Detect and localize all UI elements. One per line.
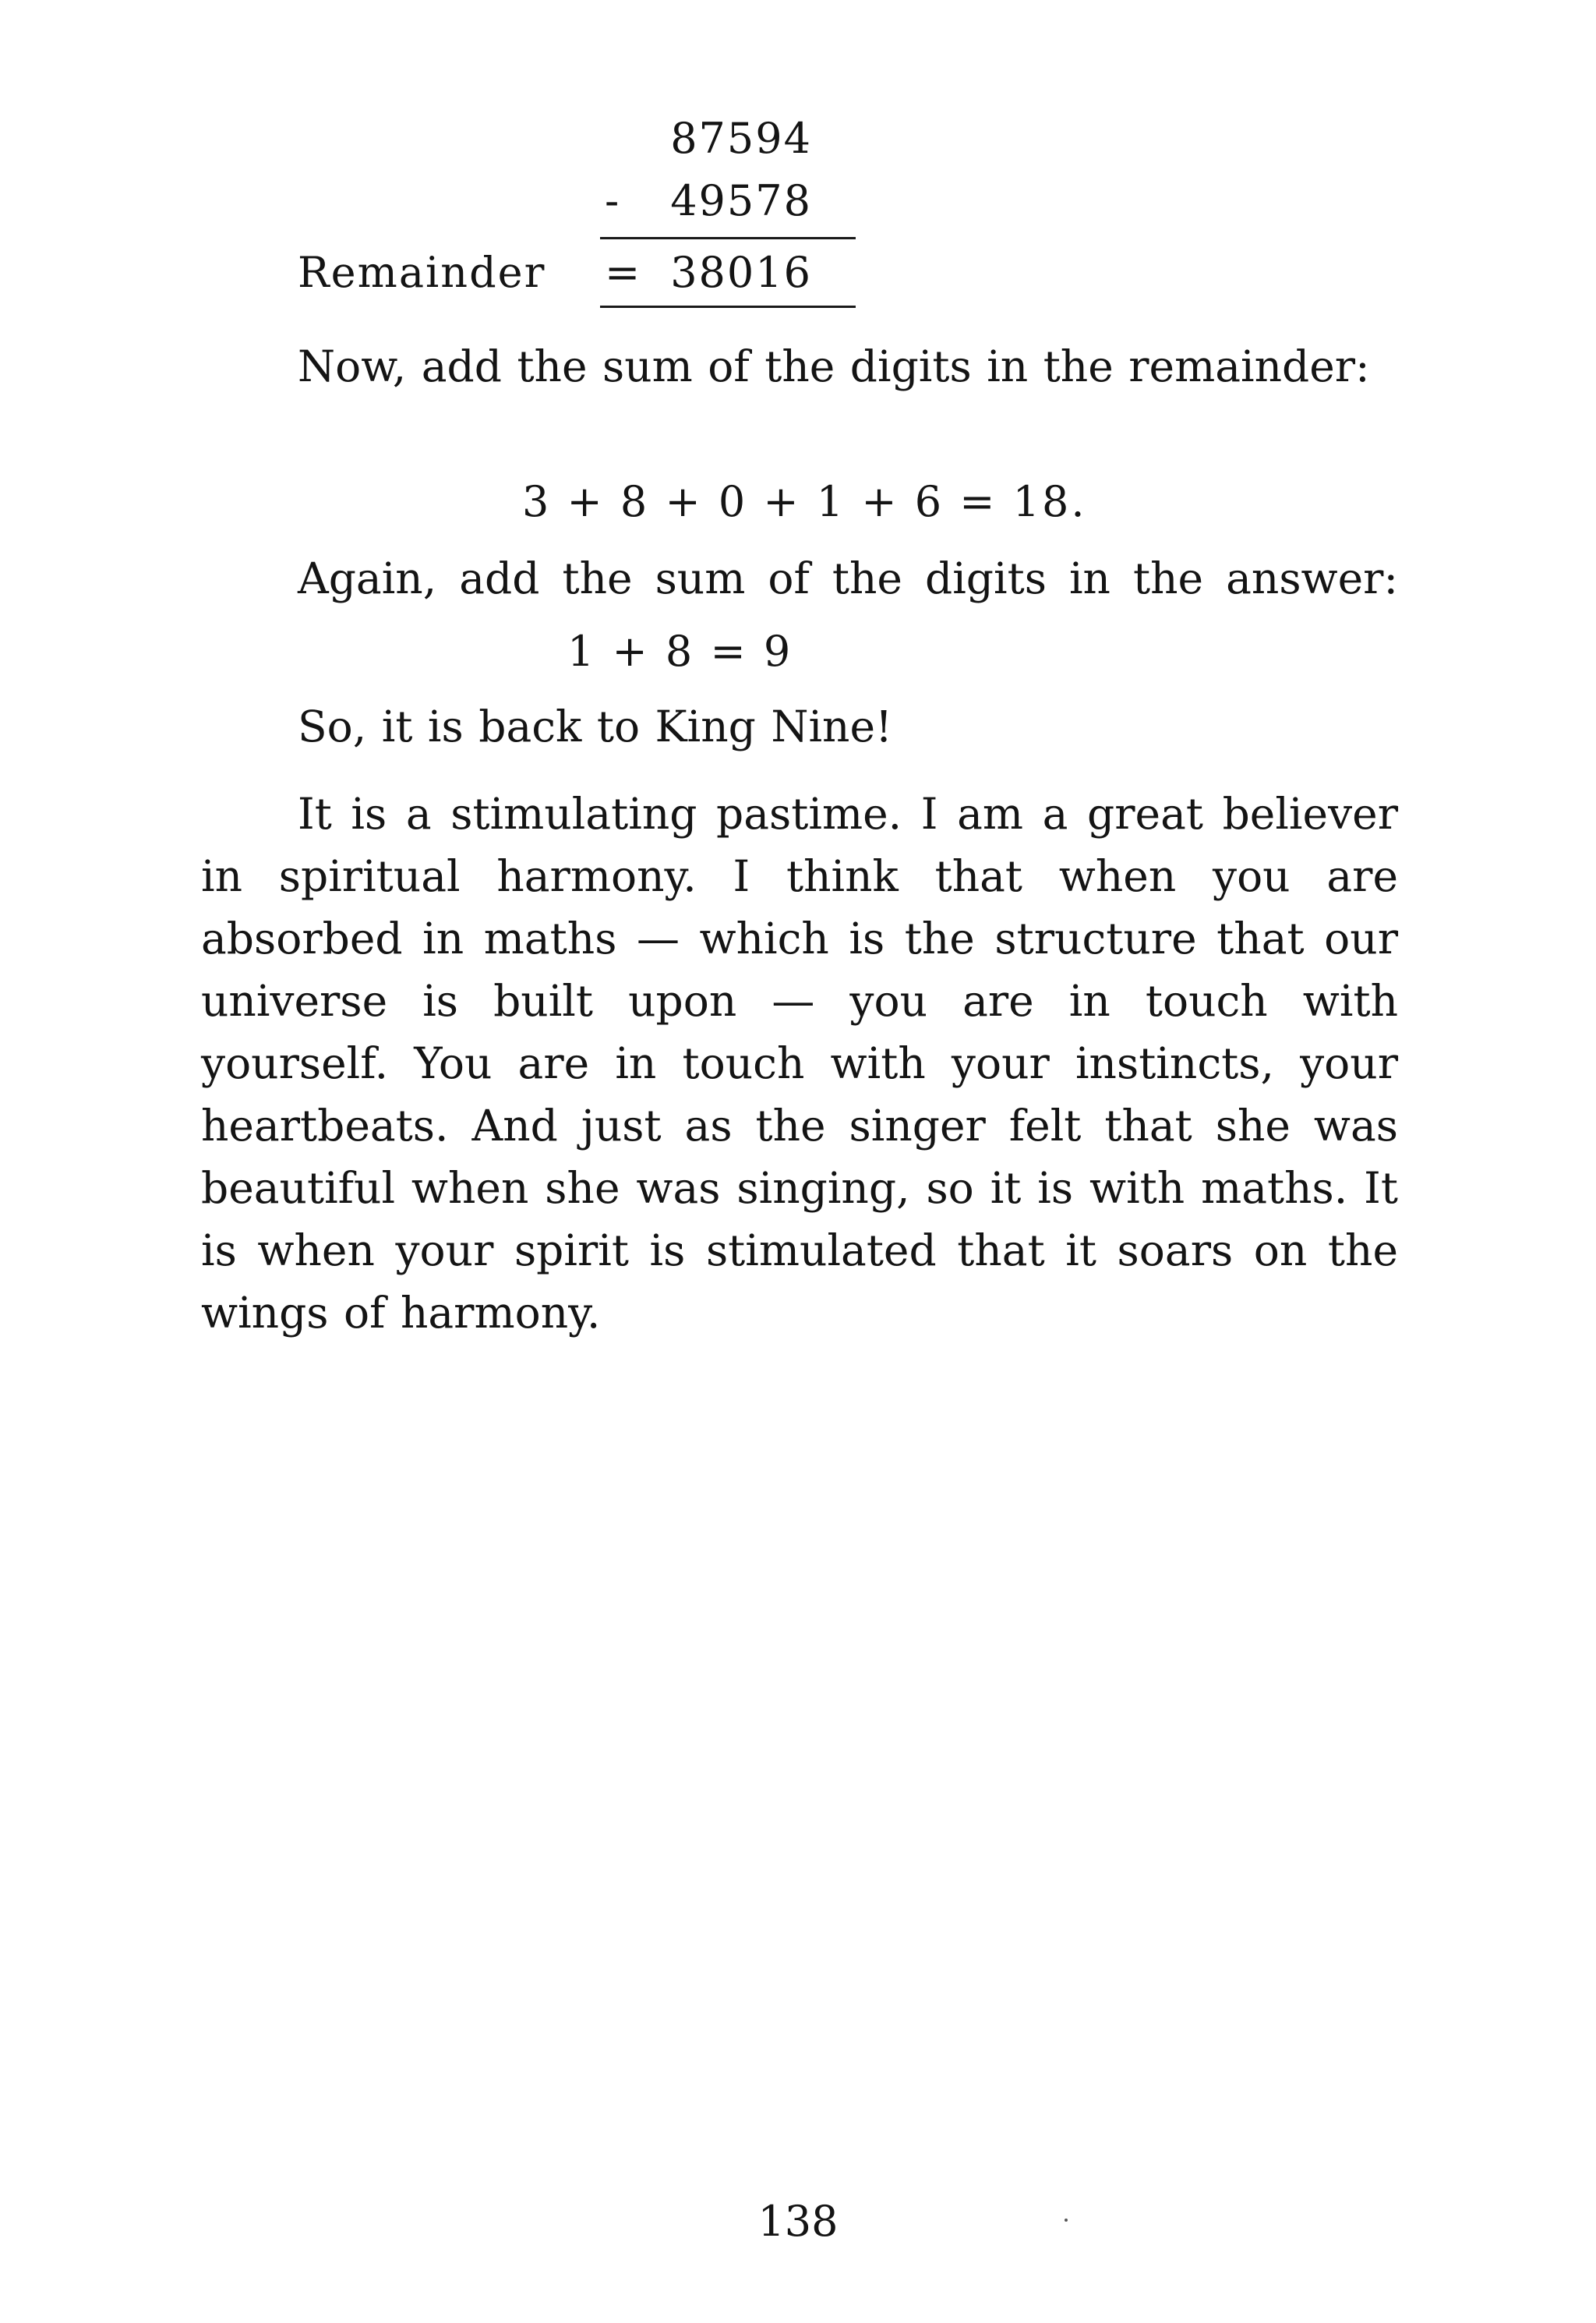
page-number: 138 [757,2197,839,2246]
subtraction-rule-top [600,237,856,239]
minuend: 87594 [670,114,812,163]
subtraction-rule-bottom [600,306,856,308]
paragraph-sum-answer: Again, add the sum of the digits in the answer: [298,553,1398,603]
paragraph-king-nine: So, it is back to King Nine! [298,702,893,751]
remainder-label: Remainder [298,248,546,297]
print-speck [1065,2219,1068,2222]
remainder-value: 38016 [670,248,812,297]
equals-sign: = [605,248,642,297]
equation-digit-sum: 3 + 8 + 0 + 1 + 6 = 18. [522,477,1087,526]
equation-final-sum: 1 + 8 = 9 [567,627,793,676]
paragraph-spiritual-harmony: It is a stimulating pastime. I am a great believer in spiritual harmony. I think that when you are absorbed in maths — which is the structure that our universe is built upon — you are in touch with yourself. You are in touch with your instincts, your heartbeats. And just as the singer felt that she was beautiful when she was singing, so it is with maths. It is when your spirit is stimulated that it soars on the wings of harmony. [201,789,1398,1338]
subtrahend: 49578 [670,176,812,225]
minus-sign: - [605,176,621,225]
paragraph-sum-remainder: Now, add the sum of the digits in the remainder: [298,341,1370,391]
